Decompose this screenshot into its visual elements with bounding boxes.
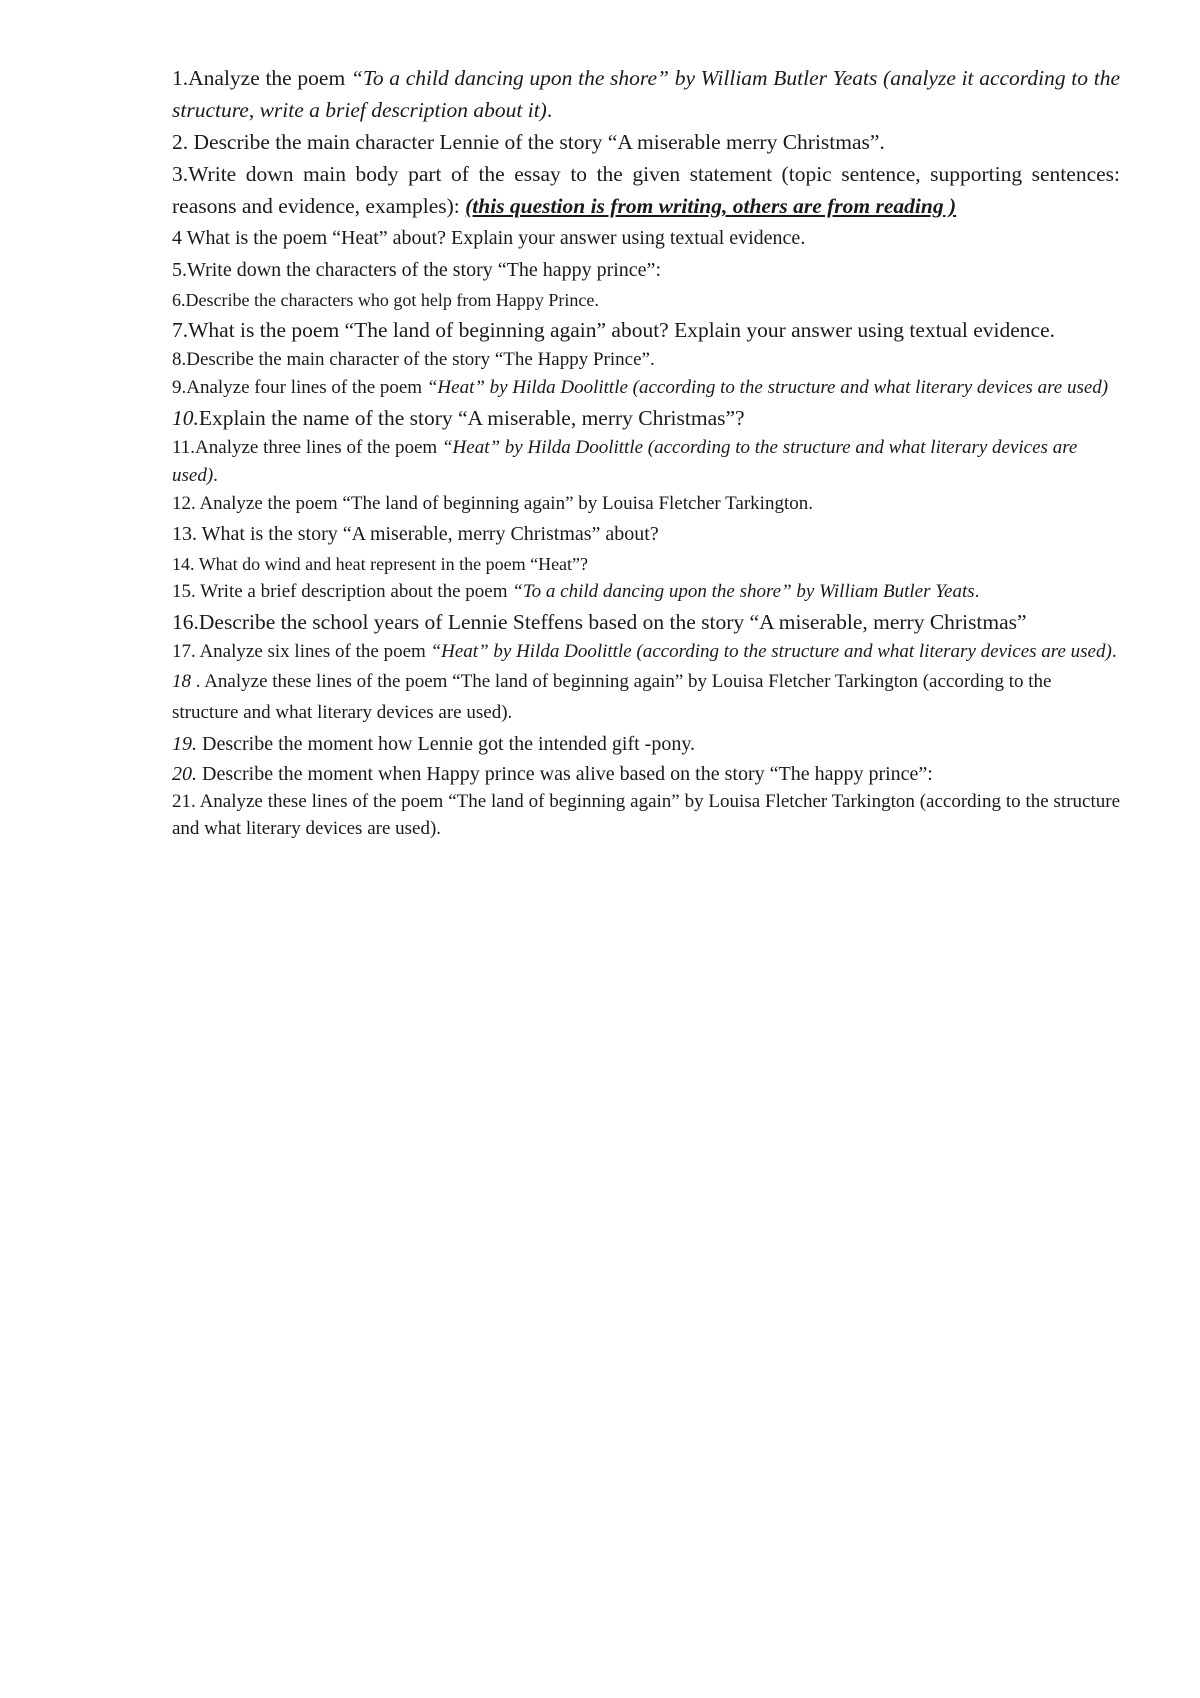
question-italic-text: “To a child dancing upon the shore” by William Butler Yeats (analyze it according to the structure, write a brief description about it) [172, 66, 1120, 122]
question-note-bold: (this question is from writing, others are from reading ) [465, 194, 957, 218]
question-text: . Analyze these lines of the poem “The land of beginning again” by Louisa Fletcher Tarkington (according to the structure and what literary devices are used). [172, 671, 1052, 723]
document-page [172, 62, 1120, 842]
question-7 [172, 314, 1120, 346]
question-italic-text: “To a child dancing upon the shore” by William Butler Yeats [512, 581, 975, 602]
question-16 [172, 606, 1120, 638]
question-tail: . [974, 581, 980, 602]
question-20 [172, 760, 1120, 788]
question-text: What is the poem “Heat” about? Explain your answer using textual evidence. [186, 227, 806, 249]
question-6 [172, 286, 1120, 314]
question-text: Analyze these lines of the poem “The land of beginning again” by Louisa Fletcher Tarkington (according to the structure and what literary devices are used). [172, 791, 1120, 839]
question-8 [172, 346, 1120, 374]
question-text: Describe the moment how Lennie got the intended gift -pony. [202, 733, 696, 755]
question-tail: . [546, 98, 553, 122]
question-text: Write a brief description about the poem [200, 581, 513, 602]
question-1 [172, 62, 1120, 126]
question-14 [172, 550, 1120, 578]
question-text: Write down main body part of the essay to the given statement (topic sentence, supporting sentences: reasons and evidence, examples): [172, 162, 1120, 218]
question-number: 11. [172, 437, 196, 458]
question-text: Describe the school years of Lennie Steffens based on the story “A miserable, merry Christmas” [198, 610, 1027, 634]
question-12 [172, 490, 1120, 518]
question-2 [172, 126, 1120, 158]
question-number: 6. [172, 290, 186, 310]
question-number: 15. [172, 581, 201, 602]
question-number: 1. [172, 66, 189, 90]
question-text: Write down the characters of the story “The happy prince”: [187, 259, 661, 281]
question-text: Describe the main character of the story “The Happy Prince”. [186, 349, 655, 370]
question-text: Analyze three lines of the poem [195, 437, 442, 458]
question-number: 9. [172, 377, 187, 398]
question-17 [172, 638, 1120, 666]
question-number: 5. [172, 259, 187, 281]
question-number: 21. [172, 791, 200, 812]
question-text: Describe the moment when Happy prince was alive based on the story “The happy prince”: [202, 763, 933, 785]
question-21 [172, 788, 1120, 842]
question-4 [172, 222, 1120, 254]
question-text: Analyze the poem [188, 66, 351, 90]
question-text: Analyze the poem “The land of beginning again” by Louisa Fletcher Tarkington. [199, 493, 813, 514]
question-18 [172, 666, 1120, 728]
question-19 [172, 728, 1120, 760]
question-11 [172, 434, 1120, 490]
question-text: Analyze six lines of the poem [199, 641, 431, 662]
question-number: 18 [172, 671, 196, 692]
question-italic-text: “Heat” by Hilda Doolittle (according to the structure and what literary devices are used) [430, 641, 1112, 662]
question-number: 19. [172, 733, 202, 755]
question-number: 14. [172, 554, 199, 574]
question-text: What do wind and heat represent in the poem “Heat”? [198, 554, 589, 574]
question-number: 8. [172, 349, 187, 370]
question-italic-text: “Heat” by Hilda Doolittle (according to the structure and what literary devices are used) [172, 437, 1078, 486]
question-text: Describe the main character Lennie of the story “A miserable merry Christmas”. [193, 130, 885, 154]
question-number: 4 [172, 227, 187, 249]
question-5 [172, 254, 1120, 286]
question-3 [172, 158, 1120, 222]
question-number: 13. [172, 523, 202, 545]
question-number: 17. [172, 641, 200, 662]
question-text: Analyze four lines of the poem [186, 377, 427, 398]
question-text: Explain the name of the story “A miserable, merry Christmas”? [198, 406, 745, 430]
question-15 [172, 578, 1120, 606]
question-text: Describe the characters who got help from Happy Prince. [185, 290, 599, 310]
question-tail: . [213, 465, 218, 486]
question-italic-text: “Heat” by Hilda Doolittle (according to the structure and what literary devices are used) [426, 377, 1109, 398]
question-number: 7. [172, 318, 189, 342]
question-number: 3. [172, 162, 189, 186]
question-number: 16. [172, 610, 199, 634]
question-9 [172, 374, 1120, 402]
question-tail: . [1111, 641, 1117, 662]
question-10 [172, 402, 1120, 434]
question-13 [172, 518, 1120, 550]
question-number: 10. [172, 406, 199, 430]
question-text: What is the story “A miserable, merry Christmas” about? [201, 523, 659, 545]
question-number: 20. [172, 763, 202, 785]
question-text: What is the poem “The land of beginning again” about? Explain your answer using textual evidence. [188, 318, 1056, 342]
question-number: 2. [172, 130, 194, 154]
question-number: 12. [172, 493, 200, 514]
